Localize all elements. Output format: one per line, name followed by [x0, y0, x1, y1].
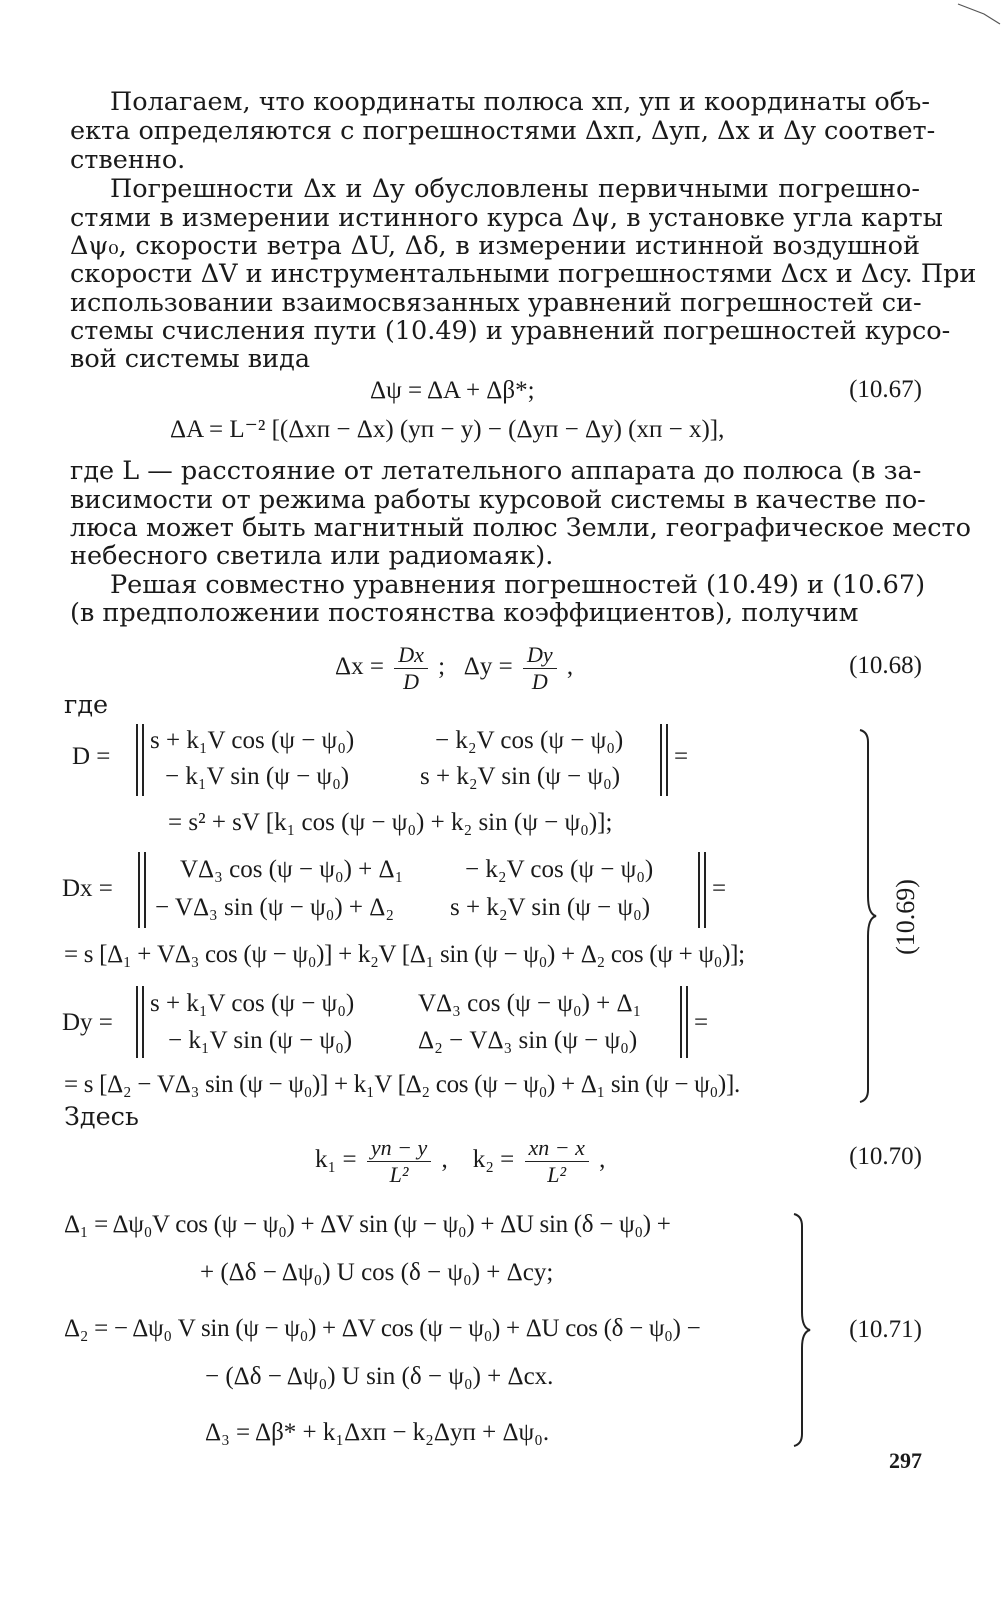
eq-10-69-brace [856, 728, 880, 1104]
eq70-k2-fraction [525, 1135, 589, 1188]
Dx-det-right-bar-1 [698, 852, 700, 928]
Dx-r2c2: s + k₂V sin (ψ − ψ₀) [450, 894, 651, 921]
Dy-det-right-bar-2 [686, 986, 688, 1058]
eq70-k1-lhs: k₁ = [315, 1146, 357, 1173]
D-det-left-bar-1 [136, 724, 138, 796]
eq68-dy-lhs: Δy = [463, 653, 513, 680]
eq-10-67-line-1: Δψ = ΔA + Δβ*; [370, 377, 535, 404]
D-det-right-bar-2 [666, 724, 668, 796]
Dx-equals: = [712, 875, 727, 902]
eq71-line-1: Δ₁ = Δψ₀V cos (ψ − ψ₀) + ΔV sin (ψ − ψ₀) + ΔU sin (δ − ψ₀) + [64, 1211, 671, 1238]
eq68-dx-denominator: D [403, 668, 419, 694]
Dx-result: = s [Δ₁ + VΔ₃ cos (ψ − ψ₀)] + k₂V [Δ₁ sin (ψ − ψ₀) + Δ₂ cos (ψ + ψ₀)]; [64, 941, 745, 968]
Dy-det-left-bar-2 [142, 986, 144, 1058]
eq-number-10-70: (10.70) [849, 1143, 922, 1170]
eq68-separator: ; [438, 653, 446, 680]
eq68-dy-fraction [523, 642, 557, 695]
p3-line-2: висимости от режима работы курсовой системы в качестве по- [70, 485, 926, 515]
p2-line-1: Погрешности Δx и Δy обусловлены первичными погрешно- [110, 174, 920, 204]
p3-line-4: небесного светила или радиомаяк). [70, 541, 554, 571]
eq71-line-5: Δ₃ = Δβ* + k₁Δxп − k₂Δyп + Δψ₀. [205, 1419, 550, 1446]
eq70-k2-lhs: k₂ = [472, 1146, 515, 1173]
D-det-right-bar-1 [660, 724, 662, 796]
eq-number-10-71: (10.71) [849, 1316, 922, 1343]
page-number: 297 [889, 1448, 922, 1473]
eq70-k1-denominator: L² [389, 1161, 409, 1187]
Dy-r1c2: VΔ₃ cos (ψ − ψ₀) + Δ₁ [418, 990, 642, 1017]
Dx-r1c1: VΔ₃ cos (ψ − ψ₀) + Δ₁ [180, 856, 404, 883]
D-equals: = [674, 743, 689, 770]
p2-line-3: Δψ₀, скорости ветра ΔU, Δδ, в измерении истинной воздушной [70, 231, 920, 261]
eq68-dx-fraction [394, 642, 428, 695]
p3-line-3: люса может быть магнитный полюс Земли, географическое место [70, 513, 971, 543]
eq-10-68 [335, 637, 573, 697]
Dy-r2c2: Δ₂ − VΔ₃ sin (ψ − ψ₀) [418, 1027, 638, 1054]
D-det-left-bar-2 [142, 724, 144, 796]
eq68-dx-numerator: Dx [394, 642, 428, 669]
p1-line-2: екта определяются с погрешностями Δxп, Δyп, Δx и Δy соответ- [70, 116, 936, 146]
p2-line-6: стемы счисления пути (10.49) и уравнений погрешностей курсо- [70, 316, 951, 346]
eq71-line-2: + (Δδ − Δψ₀) U cos (δ − ψ₀) + Δcy; [200, 1259, 554, 1286]
p4-line-1: Решая совместно уравнения погрешностей (10.49) и (10.67) [110, 570, 926, 600]
Dy-result: = s [Δ₂ − VΔ₃ sin (ψ − ψ₀)] + k₁V [Δ₂ cos (ψ − ψ₀) + Δ₁ sin (ψ − ψ₀)]. [64, 1071, 740, 1098]
Dy-lhs: Dy = [62, 1009, 113, 1036]
Dy-r1c1: s + k₁V cos (ψ − ψ₀) [150, 990, 355, 1017]
scan-edge-mark [954, 0, 1004, 30]
eq-number-10-67: (10.67) [849, 376, 922, 403]
Dx-r1c2: − k₂V cos (ψ − ψ₀) [465, 856, 654, 883]
p2-line-7: вой системы вида [70, 344, 311, 374]
where-label: где [64, 690, 109, 720]
Dx-det-left-bar-1 [138, 852, 140, 928]
p1-line-3: ственно. [70, 145, 186, 175]
eq-10-70 [315, 1130, 605, 1190]
p4-line-2: (в предположении постоянства коэффициентов), получим [70, 598, 859, 628]
here-label: Здесь [64, 1102, 139, 1132]
eq-10-71-brace [790, 1212, 814, 1448]
Dx-det-right-bar-2 [704, 852, 706, 928]
eq68-dy-numerator: Dy [523, 642, 557, 669]
p1-line-1: Полагаем, что координаты полюса xп, yп и координаты объ- [110, 87, 930, 117]
Dy-r2c1: − k₁V sin (ψ − ψ₀) [168, 1027, 353, 1054]
eq68-dy-denominator: D [531, 668, 548, 694]
eq71-line-4: − (Δδ − Δψ₀) U sin (δ − ψ₀) + Δcx. [205, 1363, 554, 1390]
Dy-det-right-bar-1 [680, 986, 682, 1058]
Dy-equals: = [694, 1009, 709, 1036]
p2-line-2: стями в измерении истинного курса Δψ, в установке угла карты [70, 203, 943, 233]
Dx-r2c1: − VΔ₃ sin (ψ − ψ₀) + Δ₂ [155, 894, 395, 921]
D-r1c2: − k₂V cos (ψ − ψ₀) [435, 727, 624, 754]
eq-10-67-line-2: ΔA = L⁻² [(Δxп − Δx) (yп − y) − (Δyп − Δy) (xп − x)], [170, 416, 725, 443]
eq70-end: , [599, 1146, 606, 1173]
eq71-line-3: Δ₂ = − Δψ₀ V sin (ψ − ψ₀) + ΔV cos (ψ − ψ₀) + ΔU cos (δ − ψ₀) − [64, 1315, 701, 1342]
D-r1c1: s + k₁V cos (ψ − ψ₀) [150, 727, 355, 754]
p3-line-1: где L — расстояние от летательного аппарата до полюса (в за- [70, 456, 922, 486]
eq68-end: , [566, 653, 574, 680]
eq-number-10-69: (10.69) [891, 879, 920, 955]
Dy-det-left-bar-1 [136, 986, 138, 1058]
p2-line-4: скорости ΔV и инструментальными погрешностями Δcx и Δcy. При [70, 259, 977, 289]
D-lhs: D = [72, 743, 111, 770]
D-r2c2: s + k₂V sin (ψ − ψ₀) [420, 763, 621, 790]
Dx-lhs: Dx = [62, 875, 113, 902]
eq70-k1-numerator: yп − y [367, 1135, 431, 1162]
eq-number-10-68: (10.68) [849, 652, 922, 679]
Dx-det-left-bar-2 [144, 852, 146, 928]
D-r2c1: − k₁V sin (ψ − ψ₀) [165, 763, 350, 790]
eq70-k2-numerator: xп − x [525, 1135, 589, 1162]
eq68-dx-lhs: Δx = [335, 653, 384, 680]
D-result: = s² + sV [k₁ cos (ψ − ψ₀) + k₂ sin (ψ − ψ₀)]; [168, 809, 613, 836]
p2-line-5: использовании взаимосвязанных уравнений погрешностей си- [70, 288, 922, 318]
eq70-k1-fraction [367, 1135, 431, 1188]
eq70-separator: , [441, 1146, 448, 1173]
eq70-k2-denominator: L² [547, 1161, 567, 1187]
